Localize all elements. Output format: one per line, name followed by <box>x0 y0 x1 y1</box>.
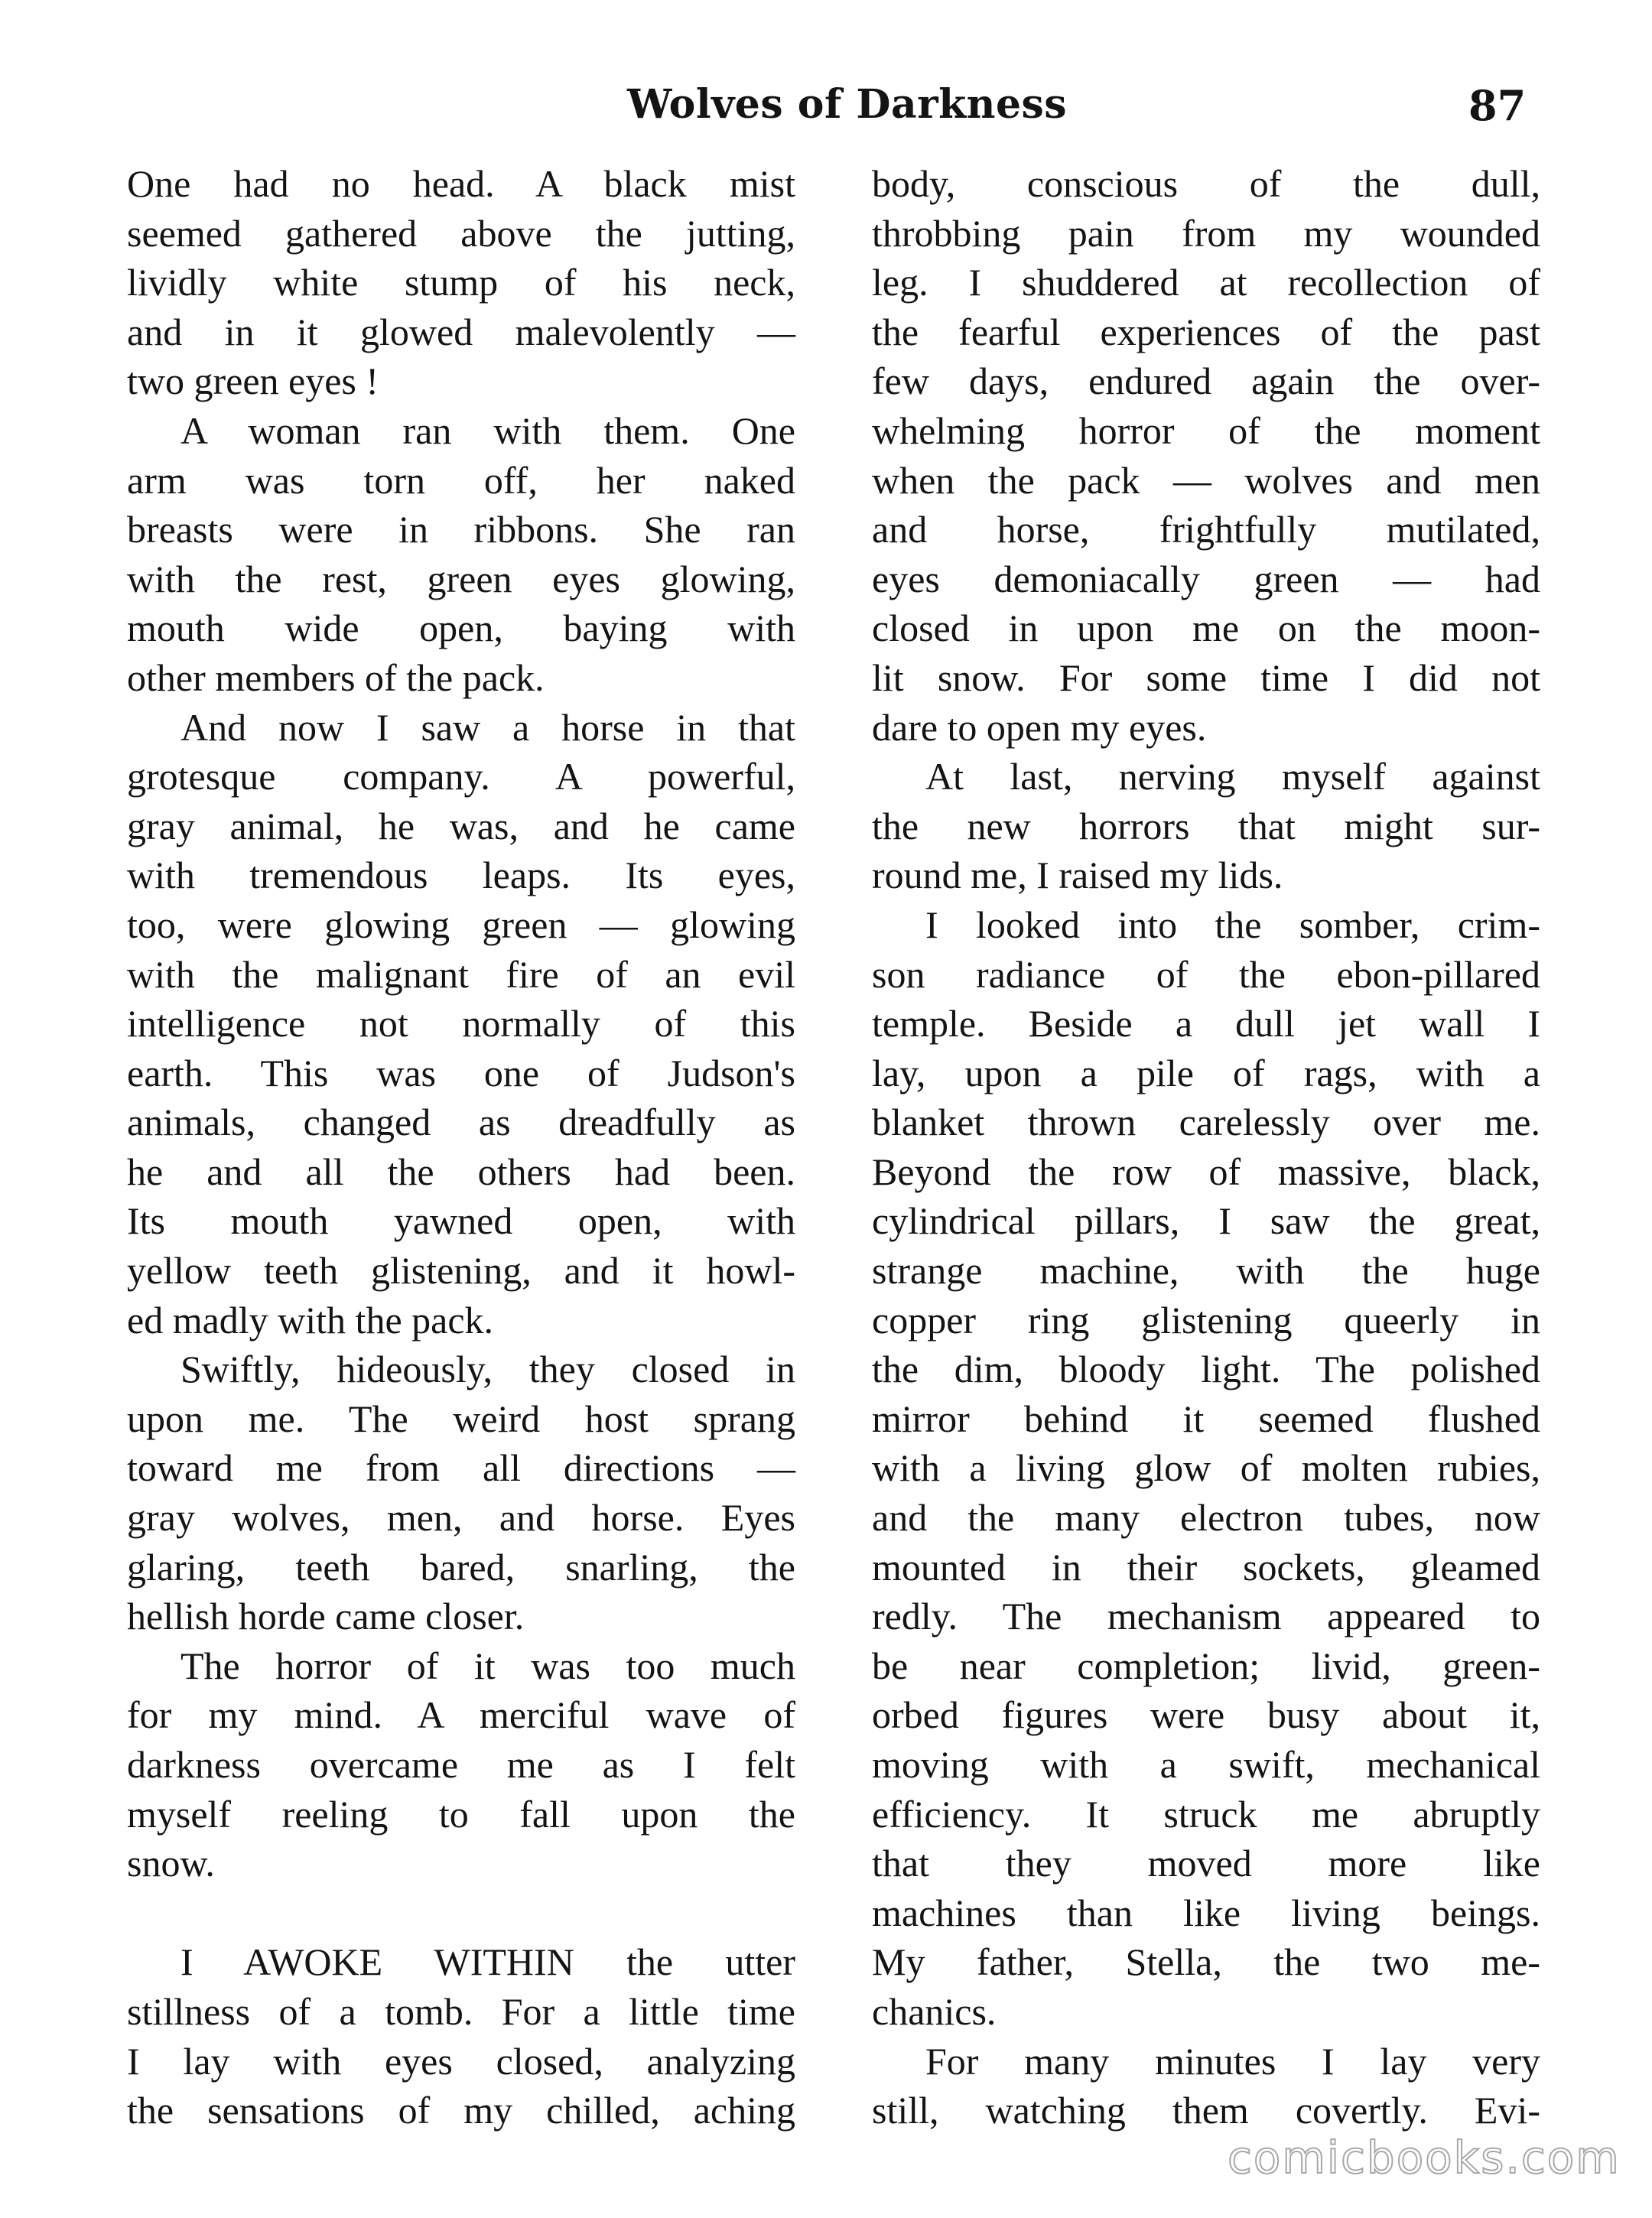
text-line: with the rest, green eyes glowing, <box>127 557 795 600</box>
text-line: toward me from all directions — <box>127 1446 795 1490</box>
text-line: and in it glowed malevolently — <box>127 310 795 353</box>
text-line: body, conscious of the dull, <box>872 162 1540 205</box>
text-line: Beyond the row of massive, black, <box>872 1150 1540 1193</box>
text-line: And now I saw a horse in that <box>180 705 795 749</box>
text-line: lit snow. For some time I did not <box>872 655 1540 699</box>
text-line: mouth wide open, baying with <box>127 607 795 650</box>
text-line: closed in upon me on the moon- <box>872 607 1540 650</box>
text-line: seemed gathered above the jutting, <box>127 211 795 255</box>
text-line: the dim, bloody light. The polished <box>872 1348 1540 1391</box>
text-line: few days, endured again the over- <box>872 359 1540 403</box>
text-line: whelming horror of the moment <box>872 408 1540 452</box>
text-line: A woman ran with them. One <box>180 408 795 452</box>
text-line: throbbing pain from my wounded <box>872 211 1540 255</box>
text-line: gray animal, he was, and he came <box>127 804 795 847</box>
text-line: Its mouth yawned open, with <box>127 1199 795 1243</box>
text-line: leg. I shuddered at recollection of <box>872 261 1540 304</box>
text-line: copper ring glistening queerly in <box>872 1298 1540 1342</box>
text-line: cylindrical pillars, I saw the great, <box>872 1199 1540 1243</box>
text-line: One had no head. A black mist <box>127 162 795 205</box>
text-line: stillness of a tomb. For a little time <box>127 1989 795 2033</box>
text-line: too, were glowing green — glowing <box>127 902 795 946</box>
watermark-logo: comicbooks.com <box>1228 2132 1621 2184</box>
text-line: for my mind. A merciful wave of <box>127 1693 795 1737</box>
text-line: earth. This was one of Judson's <box>127 1051 795 1094</box>
text-line: Swiftly, hideously, they closed in <box>180 1348 795 1391</box>
text-line: dare to open my eyes. <box>872 705 1207 749</box>
text-line: breasts were in ribbons. She ran <box>127 508 795 551</box>
text-line: with the malignant fire of an evil <box>127 952 795 996</box>
text-line: that they moved more like <box>872 1842 1540 1885</box>
text-line: and horse, frightfully mutilated, <box>872 508 1540 551</box>
text-line: other members of the pack. <box>127 655 545 699</box>
text-line: My father, Stella, the two me- <box>872 1940 1540 1984</box>
text-line: orbed figures were busy about it, <box>872 1693 1540 1737</box>
text-line: mounted in their sockets, gleamed <box>872 1545 1540 1589</box>
text-line: efficiency. It struck me abruptly <box>872 1792 1540 1836</box>
text-line: when the pack — wolves and men <box>872 458 1540 502</box>
text-line: upon me. The weird host sprang <box>127 1397 795 1440</box>
text-line: chanics. <box>872 1989 997 2033</box>
text-line: lividly white stump of his neck, <box>127 261 795 304</box>
text-line: with a living glow of molten rubies, <box>872 1446 1540 1490</box>
text-line: I looked into the somber, crim- <box>925 902 1540 946</box>
text-line: the new horrors that might sur- <box>872 804 1540 847</box>
text-line: hellish horde came closer. <box>127 1595 525 1638</box>
left-text-column <box>127 159 795 2135</box>
text-line: arm was torn off, her naked <box>127 458 795 502</box>
text-line: glaring, teeth bared, snarling, the <box>127 1545 795 1589</box>
text-line: temple. Beside a dull jet wall I <box>872 1002 1540 1046</box>
text-line: I AWOKE WITHIN the utter <box>180 1940 795 1984</box>
text-line: lay, upon a pile of rags, with a <box>872 1051 1540 1094</box>
text-line: mirror behind it seemed flushed <box>872 1397 1540 1440</box>
text-line: darkness overcame me as I felt <box>127 1743 795 1786</box>
text-line: son radiance of the ebon-pillared <box>872 952 1540 996</box>
text-line: two green eyes ! <box>127 359 379 403</box>
text-line: and the many electron tubes, now <box>872 1496 1540 1540</box>
text-line: eyes demoniacally green — had <box>872 557 1540 600</box>
text-line: be near completion; livid, green- <box>872 1644 1540 1687</box>
text-line: blanket thrown carelessly over me. <box>872 1101 1540 1144</box>
text-line: strange machine, with the huge <box>872 1249 1540 1293</box>
text-line: The horror of it was too much <box>180 1644 795 1687</box>
text-line: I lay with eyes closed, analyzing <box>127 2039 795 2083</box>
text-line: the sensations of my chilled, aching <box>127 2089 795 2132</box>
text-line: At last, nerving myself against <box>925 755 1540 798</box>
right-text-column <box>872 159 1540 2135</box>
text-line: the fearful experiences of the past <box>872 310 1540 353</box>
text-line: he and all the others had been. <box>127 1150 795 1193</box>
text-line: animals, changed as dreadfully as <box>127 1101 795 1144</box>
text-line: snow. <box>127 1842 215 1885</box>
text-line: For many minutes I lay very <box>925 2039 1540 2083</box>
text-line: gray wolves, men, and horse. Eyes <box>127 1496 795 1540</box>
text-line: with tremendous leaps. Its eyes, <box>127 854 795 897</box>
text-line: intelligence not normally of this <box>127 1002 795 1046</box>
running-title: Wolves of Darkness <box>627 81 1068 128</box>
running-head <box>0 73 1652 142</box>
text-line: round me, I raised my lids. <box>872 854 1283 897</box>
text-line: still, watching them covertly. Evi- <box>872 2089 1540 2132</box>
text-line: ed madly with the pack. <box>127 1298 494 1342</box>
section-break <box>127 1888 795 1938</box>
text-line: myself reeling to fall upon the <box>127 1792 795 1836</box>
page-number: 87 <box>1468 81 1527 130</box>
text-line: redly. The mechanism appeared to <box>872 1595 1540 1638</box>
text-line: machines than like living beings. <box>872 1891 1540 1934</box>
text-line: yellow teeth glistening, and it howl- <box>127 1249 795 1293</box>
text-line: moving with a swift, mechanical <box>872 1743 1540 1786</box>
text-line: grotesque company. A powerful, <box>127 755 795 798</box>
